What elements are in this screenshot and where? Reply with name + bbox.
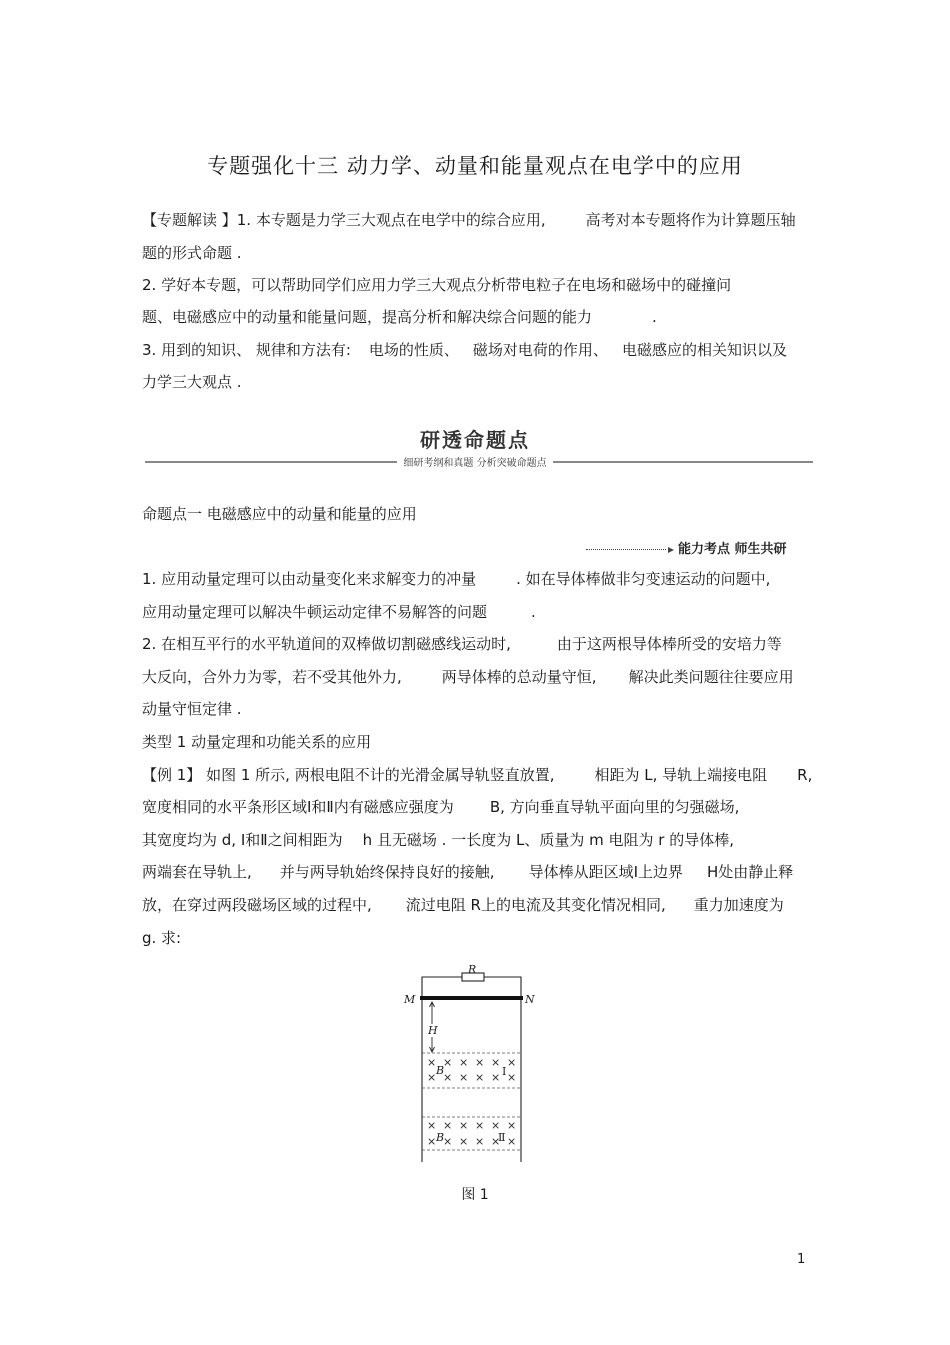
type-heading: 类型 1 动量定理和功能关系的应用	[142, 733, 372, 751]
body-line-1	[142, 569, 770, 589]
label-b1: B	[436, 1064, 445, 1077]
field-cross: ×	[491, 1119, 501, 1132]
field-cross: ×	[443, 1119, 453, 1132]
example-line-5b: 流过电阻 R上的电流及其变化情况相同,	[405, 896, 666, 914]
example-line-4d: H处由静止释	[707, 863, 794, 881]
body-line-5: 动量守恒定律 .	[142, 700, 242, 718]
label-r: R	[468, 963, 477, 976]
example-line-4a: 两端套在导轨上,	[142, 863, 252, 881]
section-tag-text: 能力考点 师生共研	[678, 542, 787, 557]
field-cross: ×	[475, 1119, 485, 1132]
label-b2: B	[436, 1131, 445, 1144]
field-cross: ×	[491, 1071, 501, 1084]
section-tag	[586, 538, 787, 557]
banner-subtitle-text: 细研考纲和真题 分析突破命题点	[397, 458, 552, 469]
field-cross: ×	[459, 1135, 469, 1148]
label-n: N	[525, 993, 535, 1006]
body-line-2	[142, 602, 536, 622]
body-line-3a: 2. 在相互平行的水平轨道间的双棒做切割磁感线运动时,	[142, 635, 511, 653]
body-line-4c: 解决此类问题往往要应用	[628, 668, 794, 686]
field-cross: ×	[427, 1071, 437, 1084]
conductor-bar	[420, 996, 523, 1000]
field-cross: ×	[507, 1119, 517, 1132]
rail-figure	[390, 960, 540, 1172]
field-cross: ×	[443, 1056, 453, 1069]
figure-caption: 图 1	[461, 1187, 489, 1203]
intro-line-3: 2. 学好本专题，可以帮助同学们应用力学三大观点分析带电粒子在电场和磁场中的碰撞问	[142, 276, 732, 294]
body-line-4b: 两导体棒的总动量守恒,	[441, 668, 597, 686]
field-cross: ×	[459, 1056, 469, 1069]
body-line-1b: . 如在导体棒做非匀变速运动的问题中,	[516, 570, 771, 588]
field-cross: ×	[491, 1135, 501, 1148]
field-cross: ×	[427, 1119, 437, 1132]
intro-line-5a: 3. 用到的知识、 规律和方法有:	[142, 341, 351, 359]
intro-line-4b: .	[652, 308, 657, 326]
body-line-1a: 1. 应用动量定理可以由动量变化来求解变力的冲量	[142, 570, 477, 588]
field-cross: ×	[475, 1135, 485, 1148]
document-title: 专题强化十三 动力学、动量和能量观点在电学中的应用	[207, 154, 743, 178]
field-cross: ×	[459, 1071, 469, 1084]
intro-line-1a: 【专题解读 】1. 本专题是力学三大观点在电学中的综合应用,	[142, 211, 546, 229]
example-line-5	[142, 895, 784, 915]
body-line-3	[142, 634, 782, 654]
intro-line-1b: 高考对本专题将作为计算题压轴	[585, 211, 796, 229]
top-wire	[422, 977, 521, 998]
field-cross: ×	[507, 1056, 517, 1069]
intro-line-1	[142, 210, 796, 230]
example-line-3b: h 且无磁场 . 一长度为 L、质量为 m 电阻为 r 的导体棒,	[362, 831, 734, 849]
field-cross: ×	[475, 1071, 485, 1084]
body-line-4a: 大反向，合外力为零，若不受其他外力,	[142, 668, 402, 686]
intro-line-2: 题的形式命题 .	[142, 244, 242, 262]
example-line-3	[142, 830, 734, 850]
example-line-4b: 并与两导轨始终保持良好的接触,	[279, 863, 495, 881]
dotted-leader	[586, 549, 666, 550]
body-line-2a: 应用动量定理可以解决牛顿运动定律不易解答的问题	[142, 603, 488, 621]
label-region-2: Ⅱ	[498, 1131, 506, 1144]
field-cross: ×	[459, 1119, 469, 1132]
example-line-1a: 【例 1】 如图 1 所示, 两根电阻不计的光滑金属导轨竖直放置,	[142, 766, 555, 784]
example-line-2	[142, 797, 739, 817]
intro-line-5	[142, 340, 787, 360]
field-cross: ×	[443, 1071, 453, 1084]
field-cross: ×	[475, 1056, 485, 1069]
intro-line-5b: 电场的性质、	[368, 341, 459, 359]
example-line-6: g. 求:	[142, 929, 182, 947]
intro-line-4	[142, 307, 657, 327]
field-cross: ×	[507, 1071, 517, 1084]
example-line-5a: 放，在穿过两段磁场区域的过程中,	[142, 896, 372, 914]
arrow-icon	[668, 547, 674, 553]
intro-line-6: 力学三大观点 .	[142, 373, 242, 391]
intro-line-4a: 题、电磁感应中的动量和能量问题，提高分析和解决综合问题的能力	[142, 308, 593, 326]
intro-line-5c: 磁场对电荷的作用、	[472, 341, 608, 359]
field-cross: ×	[507, 1135, 517, 1148]
banner-title: 研透命题点	[420, 428, 530, 452]
example-line-2a: 宽度相同的水平条形区域Ⅰ和Ⅱ内有磁感应强度为	[142, 798, 454, 816]
example-line-1b: 相距为 L, 导轨上端接电阻	[594, 766, 768, 784]
example-line-1c: R,	[797, 766, 813, 784]
body-line-3b: 由于这两根导体棒所受的安培力等	[556, 635, 782, 653]
example-line-1	[142, 765, 812, 785]
example-line-4	[142, 862, 793, 882]
body-line-4	[142, 667, 794, 687]
example-line-2b: B, 方向垂直导轨平面向里的匀强磁场,	[489, 798, 740, 816]
field-cross: ×	[427, 1135, 437, 1148]
body-line-2b: .	[531, 603, 536, 621]
field-cross: ×	[491, 1056, 501, 1069]
intro-line-5d: 电磁感应的相关知识以及	[621, 341, 787, 359]
section-heading: 命题点一 电磁感应中的动量和能量的应用	[142, 505, 417, 523]
field-cross: ×	[443, 1135, 453, 1148]
example-line-3a: 其宽度均为 d, Ⅰ和Ⅱ之间相距为	[142, 831, 343, 849]
example-line-5c: 重力加速度为	[693, 896, 784, 914]
label-m: M	[404, 993, 416, 1006]
banner-subtitle	[0, 454, 950, 469]
page-number: 1	[797, 1252, 806, 1267]
label-region-1: Ⅰ	[502, 1065, 507, 1078]
example-line-4c: 导体棒从距区域Ⅰ上边界	[528, 863, 683, 881]
label-h: H	[428, 1024, 438, 1037]
field-cross: ×	[427, 1056, 437, 1069]
